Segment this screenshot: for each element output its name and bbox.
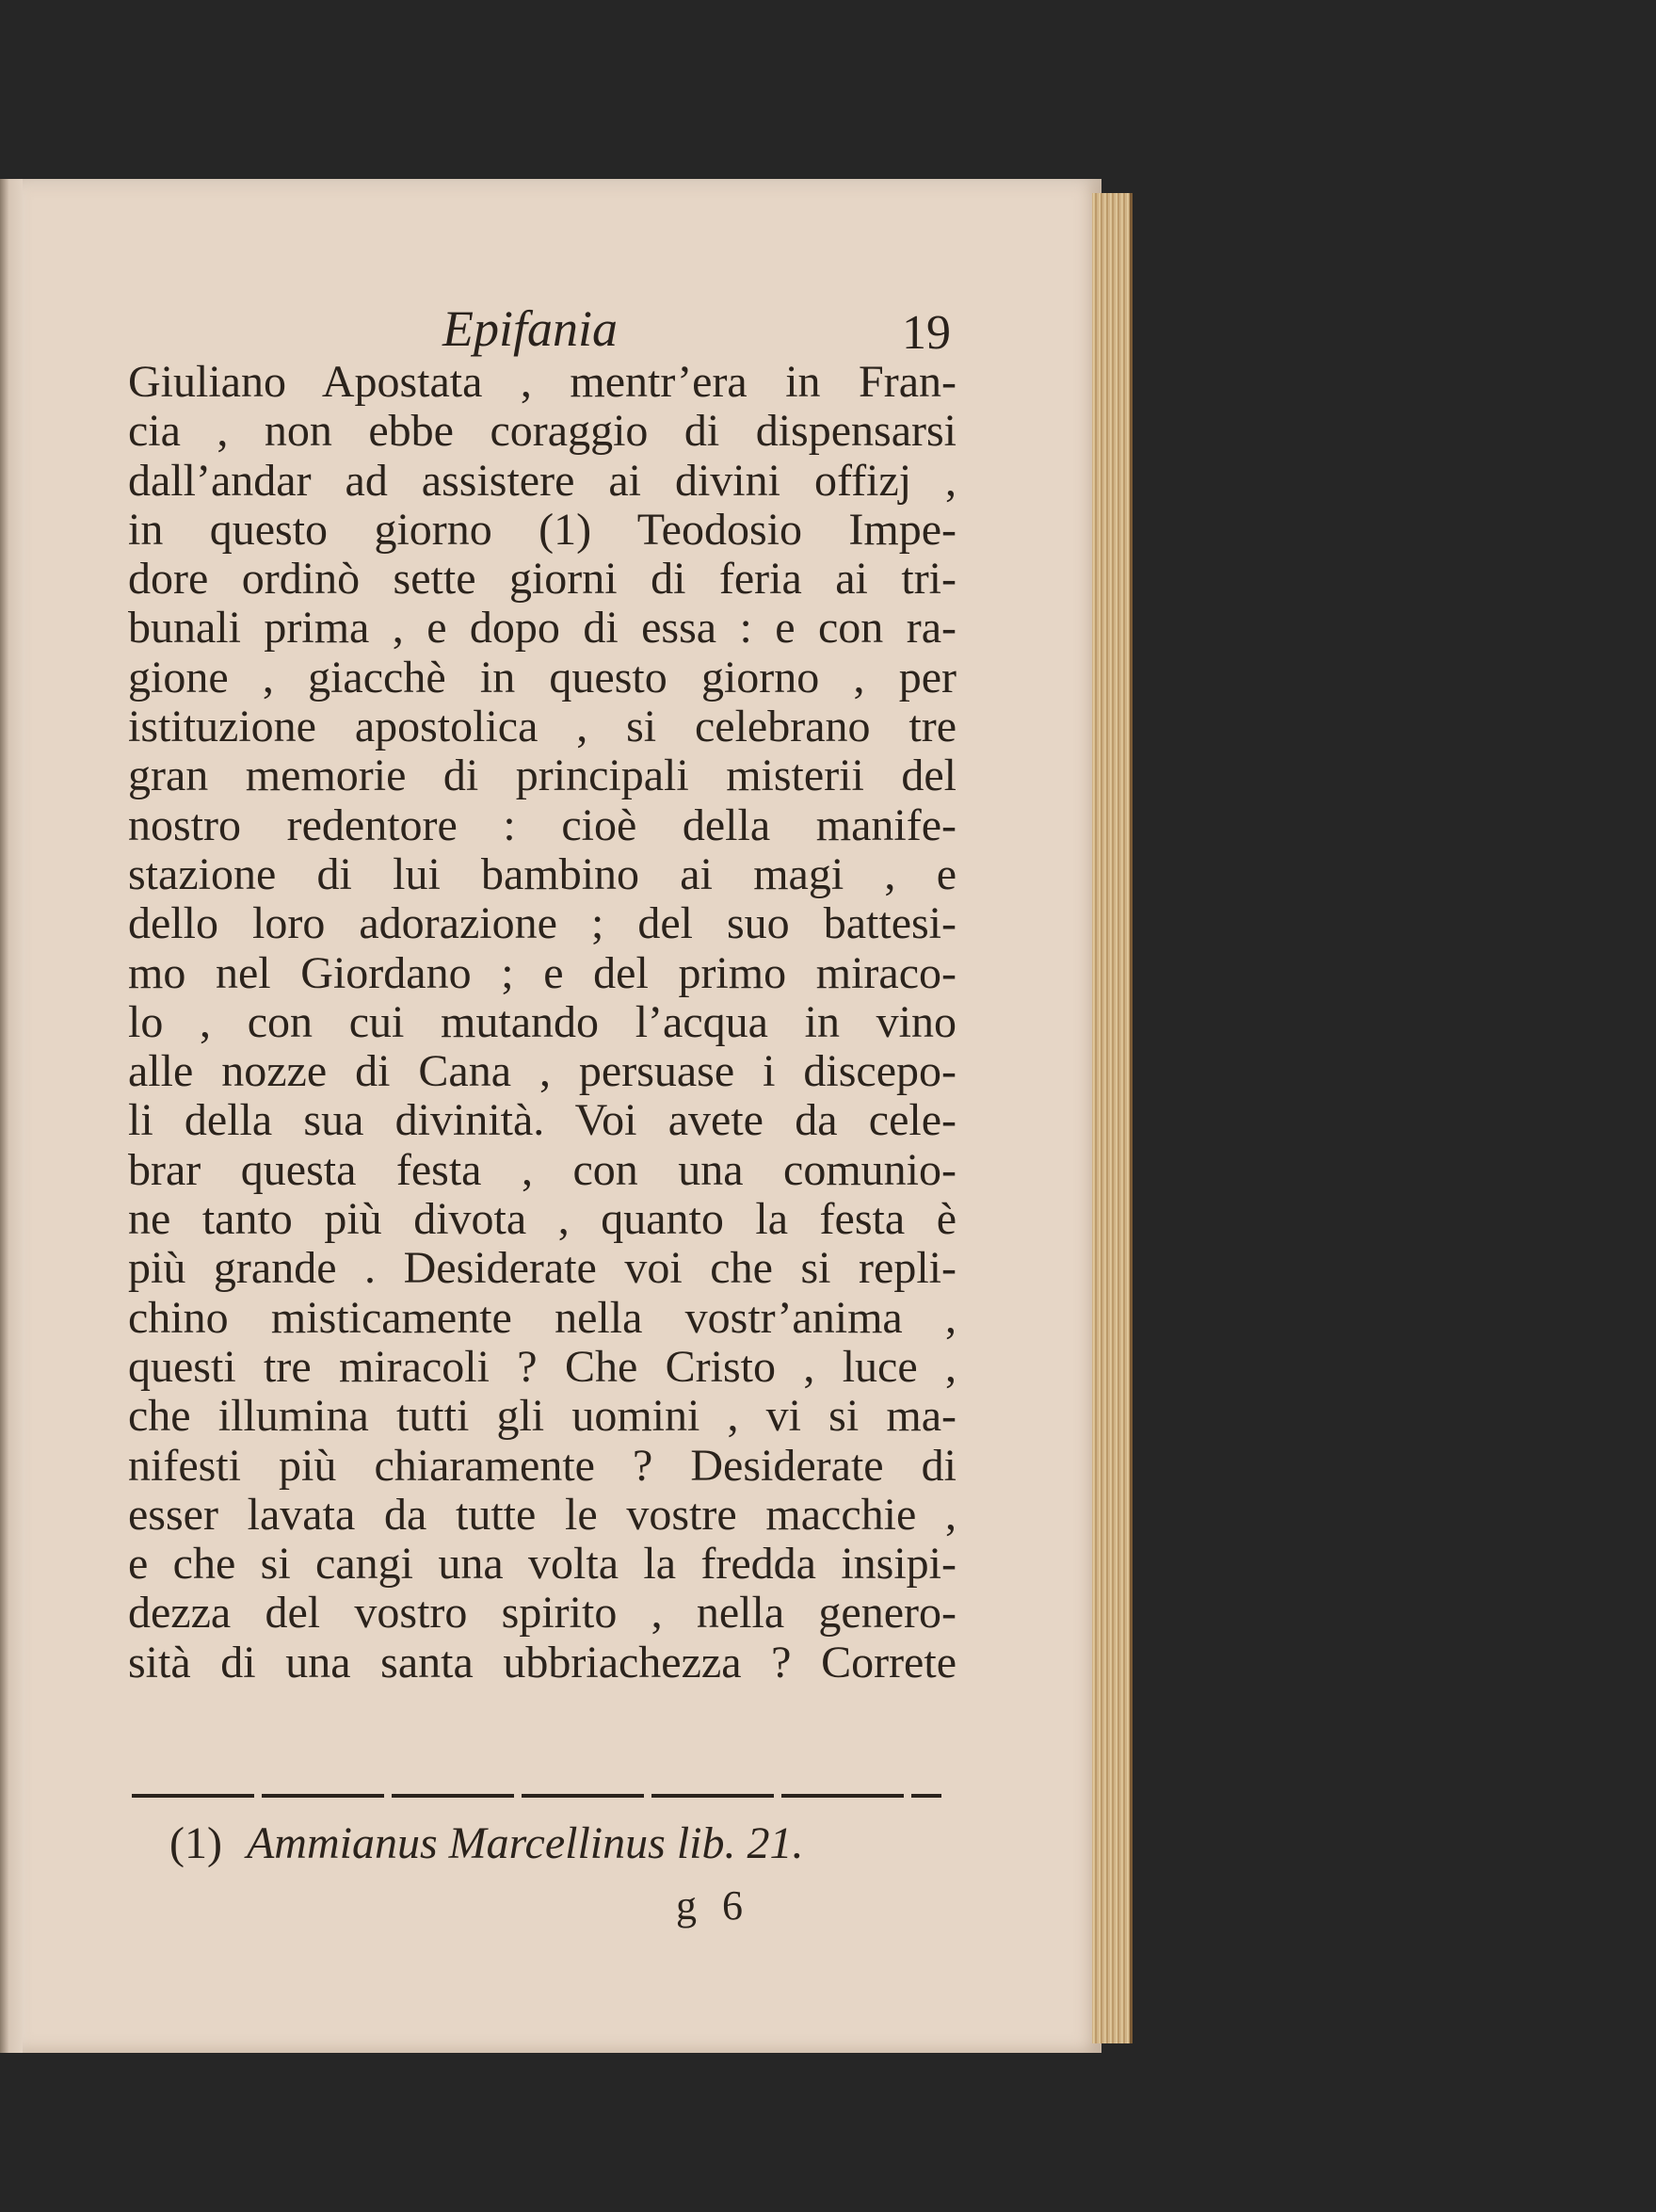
- text-line: nostro redentore : cioè della manife-: [128, 799, 957, 850]
- text-line: stazione di lui bambino ai magi , e: [128, 848, 957, 899]
- signature-mark: g 6: [676, 1882, 750, 1929]
- text-line: sità di una santa ubbriachezza ? Correte: [128, 1637, 957, 1687]
- text-line: brar questa festa , con una comunio-: [128, 1144, 957, 1195]
- footnote-mark: (1): [169, 1818, 222, 1868]
- previous-page-edge: [0, 179, 23, 2053]
- footnote-rule: [132, 1794, 941, 1798]
- text-line: lo , con cui mutando l’acqua in vino: [128, 996, 957, 1047]
- text-line: mo nel Giordano ; e del primo miraco-: [128, 947, 957, 998]
- text-line: che illumina tutti gli uomini , vi si ma-: [128, 1391, 957, 1442]
- text-line: alle nozze di Cana , persuase i discepo-: [128, 1046, 957, 1097]
- text-line: esser lavata da tutte le vostre macchie ,: [128, 1489, 957, 1540]
- text-line: dello loro adorazione ; del suo battesi-: [128, 898, 957, 949]
- footnote-source: Ammianus Marcellinus lib. 21.: [246, 1818, 804, 1868]
- running-title: Epifania: [442, 300, 618, 357]
- text-line: Giuliano Apostata , mentr’era in Fran-: [128, 357, 957, 407]
- running-head: [132, 299, 951, 365]
- footnote: [169, 1817, 960, 1874]
- text-line: bunali prima , e dopo di essa : e con ra-: [128, 603, 957, 654]
- text-line: dore ordinò sette giorni di feria ai tri-: [128, 554, 957, 605]
- text-line: questi tre miracoli ? Che Cristo , luce ,: [128, 1341, 957, 1392]
- text-line: chino misticamente nella vostr’anima ,: [128, 1292, 957, 1343]
- text-line: e che si cangi una volta la fredda insipi-: [128, 1539, 957, 1590]
- page-number: 19: [902, 306, 951, 360]
- text-line: li della sua divinità. Voi avete da cele-: [128, 1095, 957, 1146]
- text-line: ne tanto più divota , quanto la festa è: [128, 1194, 957, 1245]
- text-line: più grande . Desiderate voi che si repli-: [128, 1243, 957, 1294]
- body-text: [128, 358, 957, 1687]
- page-block-edge: [1092, 193, 1133, 2043]
- text-line: in questo giorno (1) Teodosio Impe-: [128, 504, 957, 555]
- text-line: gran memorie di principali misterii del: [128, 751, 957, 801]
- text-line: gione , giacchè in questo giorno , per: [128, 652, 957, 702]
- text-line: istituzione apostolica , si celebrano tre: [128, 702, 957, 752]
- text-line: nifesti più chiaramente ? Desiderate di: [128, 1440, 957, 1491]
- text-line: dall’andar ad assistere ai divini offizj ,: [128, 455, 957, 506]
- text-line: dezza del vostro spirito , nella genero-: [128, 1588, 957, 1639]
- text-line: cia , non ebbe coraggio di dispensarsi: [128, 406, 957, 457]
